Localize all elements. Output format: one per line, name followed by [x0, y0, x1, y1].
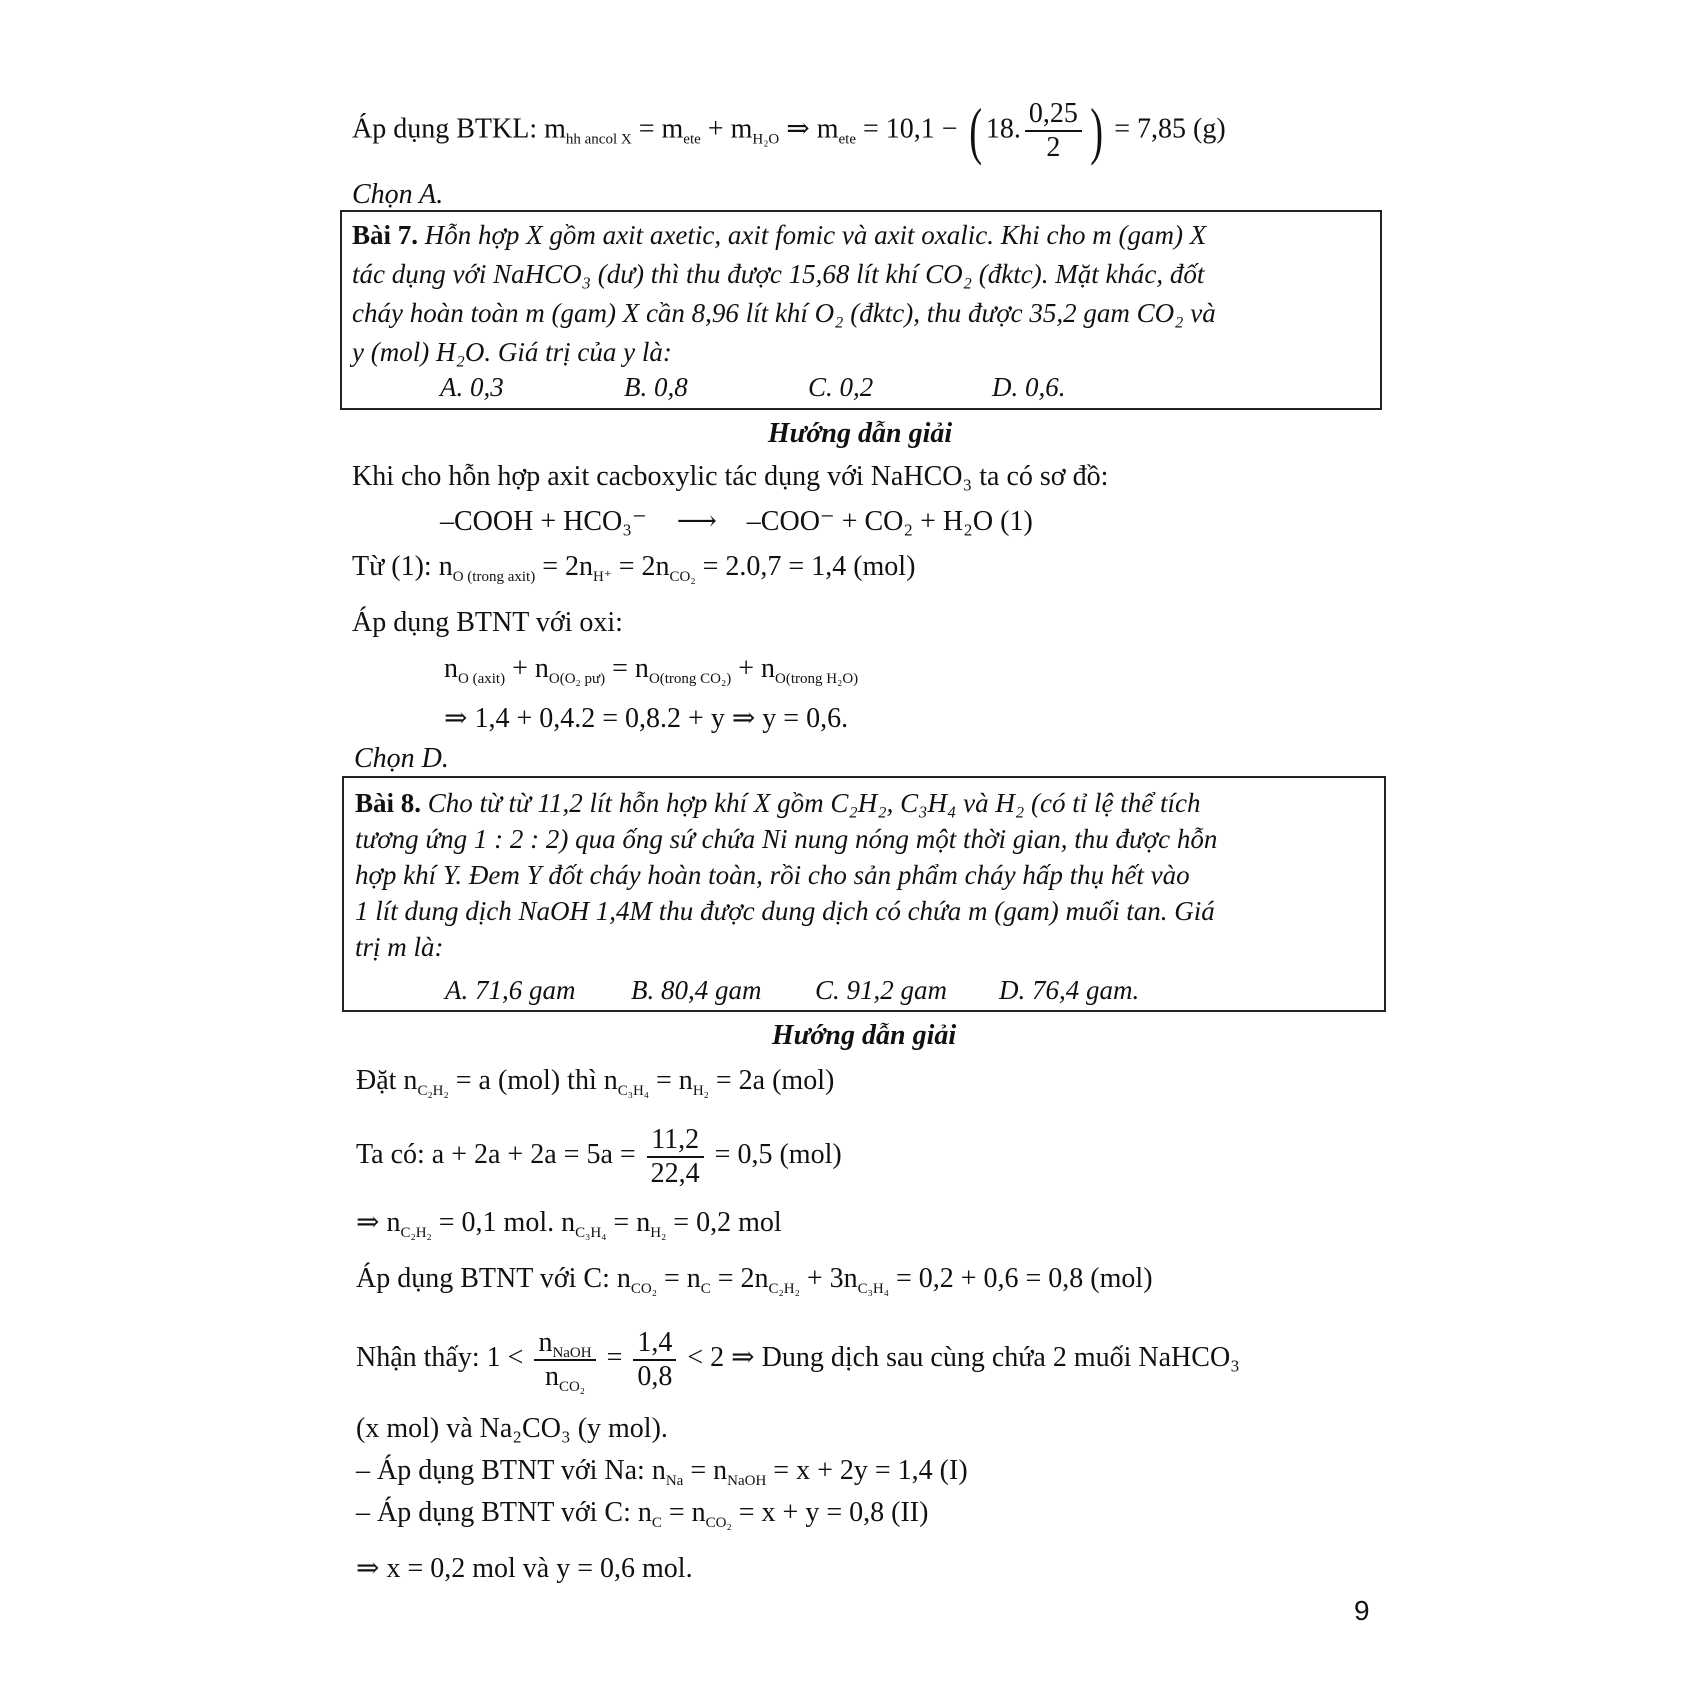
sol8-line-9: ⇒ x = 0,2 mol và y = 0,6 mol.	[356, 1553, 693, 1584]
s8-frac3-num: 1,4	[633, 1327, 676, 1361]
bai7-option-b: B. 0,8	[624, 372, 688, 402]
s7l5s1: O (axit)	[458, 671, 506, 687]
bai8-option-d: D. 76,4 gam.	[999, 975, 1140, 1005]
sol8-line-4	[356, 1262, 1153, 1296]
s8l3d: = 0,2 mol	[666, 1207, 782, 1238]
btkl-eq2: = 10,1 −	[856, 113, 965, 145]
s7l3s2: H⁺	[593, 569, 612, 585]
sol7-line-4: Áp dụng BTNT với oxi:	[352, 607, 623, 638]
btkl-arrow: ⇒ m	[779, 113, 839, 145]
bai7-option-c: C. 0,2	[808, 372, 874, 402]
sol7-line-3	[352, 550, 915, 584]
s8l5b: < 2 ⇒ Dung dịch sau cùng chứa 2 muối NaHCO₃	[680, 1342, 1240, 1373]
s8-frac2-num-sub: NaOH	[552, 1344, 592, 1361]
s8l7s1: Na	[665, 1473, 684, 1489]
s8-frac2-den: n	[544, 1360, 559, 1392]
s8l3s2: C₃H₄	[575, 1225, 607, 1241]
sol8-line-3	[356, 1206, 782, 1240]
bai7-option-a: A. 0,3	[440, 372, 504, 402]
s8l1s1: C₂H₂	[417, 1083, 449, 1099]
s8-fraction-1	[647, 1124, 704, 1190]
frac-num: 0,25	[1025, 98, 1082, 132]
s8l1b: = a (mol) thì n	[448, 1065, 618, 1096]
bai8-options	[445, 975, 1139, 1006]
btkl-eq1: = m	[631, 113, 684, 145]
s8l5eq: =	[599, 1342, 630, 1373]
bai7-label: Bài 7.	[352, 220, 419, 250]
btkl-lead: Áp dụng BTKL: m	[352, 113, 566, 145]
sol8-line-7	[356, 1454, 968, 1488]
s8-frac1-num: 11,2	[647, 1124, 704, 1158]
sub-hh-ancol: hh ancol X	[565, 131, 632, 148]
bai8-line-4: 1 lít dung dịch NaOH 1,4M thu được dung dịch có chứa m (gam) muối tan. Giá	[355, 896, 1215, 926]
sub-h2o: H₂O	[752, 131, 780, 148]
s8l5a: Nhận thấy: 1 <	[356, 1342, 531, 1373]
s8l3s3: H₂	[650, 1225, 667, 1241]
bai7-text-0: Hỗn hợp X gồm axit axetic, axit fomic và axit oxalic. Khi cho m (gam) X	[418, 220, 1207, 250]
left-paren: (	[968, 95, 982, 166]
s7l3c: = 2n	[611, 551, 670, 582]
sol7-reaction	[440, 505, 1033, 539]
s7l3d: = 2.0,7 = 1,4 (mol)	[695, 551, 916, 582]
s8l3b: = 0,1 mol. n	[431, 1207, 576, 1238]
s8l1c: = n	[649, 1065, 693, 1096]
s7l3s1: O (trong axit)	[452, 569, 536, 585]
sol8-line-5	[356, 1320, 1240, 1396]
s8l7s2: NaOH	[727, 1473, 767, 1489]
btkl-result: = 7,85 (g)	[1107, 113, 1226, 145]
s7l5b: + n	[505, 653, 549, 684]
sol8-line-1	[356, 1064, 834, 1098]
s7l3s3: CO₂	[669, 569, 696, 585]
bai7-line-1	[352, 218, 1206, 253]
s8l1a: Đặt n	[356, 1065, 418, 1096]
sol7-line-6: ⇒ 1,4 + 0,4.2 = 0,8.2 + y ⇒ y = 0,6.	[444, 703, 849, 734]
chon-d: Chọn D.	[354, 743, 449, 774]
s8l4a: Áp dụng BTNT với C: n	[356, 1263, 631, 1294]
sol8-line-6: (x mol) và Na₂CO₃ (y mol).	[356, 1413, 668, 1444]
sol8-line-8	[356, 1496, 928, 1530]
bai7-line-2: tác dụng với NaHCO₃ (dư) thì thu được 15,68 lít khí CO₂ (đktc). Mặt khác, đốt	[352, 259, 1205, 289]
bai7-line-3: cháy hoàn toàn m (gam) X cần 8,96 lít khí O₂ (đktc), thu được 35,2 gam CO₂ và	[352, 298, 1216, 328]
s8l8s1: C	[651, 1515, 662, 1531]
btkl-equation	[352, 95, 1226, 166]
s8l8b: = n	[661, 1497, 706, 1528]
s8l2b: = 0,5 (mol)	[707, 1139, 842, 1170]
right-paren: )	[1090, 95, 1103, 166]
s7l3a: Từ (1): n	[352, 551, 453, 582]
btkl-inner: 18.	[985, 113, 1021, 145]
s8l4b: = n	[656, 1263, 701, 1294]
sol7-line-5	[444, 652, 858, 686]
bai8-label: Bài 8.	[355, 788, 422, 818]
s8l1s2: C₃H₄	[617, 1083, 650, 1099]
reaction-left: –COOH + HCO₃⁻	[440, 506, 647, 537]
s8l2a: Ta có: a + 2a + 2a = 5a =	[356, 1139, 643, 1170]
sol7-line-1: Khi cho hỗn hợp axit cacboxylic tác dụng với NaHCO₃ ta có sơ đồ:	[352, 461, 1109, 492]
s8l3s1: C₂H₂	[400, 1225, 432, 1241]
s8-fraction-3	[633, 1327, 676, 1393]
s8-fraction-2	[534, 1327, 595, 1393]
s8-frac2-num: n	[538, 1326, 553, 1358]
sol8-line-2	[356, 1120, 842, 1190]
s8l4s3: C₂H₂	[768, 1281, 800, 1297]
sub-ete: ete	[683, 131, 701, 148]
s8l4s2: C	[700, 1281, 711, 1297]
s7l5s4: O(trong H₂O)	[775, 671, 859, 687]
sub-ete-2: ete	[838, 131, 856, 148]
s7l5a: n	[444, 653, 458, 684]
s8l1s3: H₂	[692, 1083, 709, 1099]
btkl-fraction	[1025, 98, 1082, 164]
frac-den: 2	[1046, 132, 1061, 163]
s8l7b: = n	[683, 1455, 728, 1486]
bai8-option-c: C. 91,2 gam	[815, 975, 948, 1005]
s8l3c: = n	[606, 1207, 651, 1238]
s8-frac3-den: 0,8	[637, 1360, 673, 1392]
s8l4s1: CO₂	[630, 1281, 657, 1297]
s8l8a: – Áp dụng BTNT với C: n	[356, 1497, 652, 1528]
s8l8c: = x + y = 0,8 (II)	[731, 1497, 929, 1528]
bai7-option-d: D. 0,6.	[992, 372, 1066, 402]
s8l3a: ⇒ n	[356, 1207, 401, 1238]
bai8-option-a: A. 71,6 gam	[445, 975, 576, 1005]
bai7-options	[440, 372, 1066, 403]
s8l7c: = x + 2y = 1,4 (I)	[766, 1455, 968, 1486]
s8-frac1-den: 22,4	[650, 1157, 700, 1189]
bai8-line-3: hợp khí Y. Đem Y đốt cháy hoàn toàn, rồi cho sản phẩm cháy hấp thụ hết vào	[355, 860, 1190, 890]
bai8-text-0: Cho từ từ 11,2 lít hỗn hợp khí X gồm C₂H₂, C₃H₄ và H₂ (có tỉ lệ thể tích	[421, 788, 1201, 818]
s7l5d: + n	[731, 653, 776, 684]
s8l4c: = 2n	[710, 1263, 769, 1294]
bai8-line-5: trị m là:	[355, 932, 444, 962]
huong-dan-giai-2: Hướng dẫn giải	[771, 1020, 957, 1051]
huong-dan-giai-1: Hướng dẫn giải	[767, 418, 953, 449]
bai7-line-4: y (mol) H₂O. Giá trị của y là:	[352, 337, 672, 367]
chon-a: Chọn A.	[352, 179, 444, 210]
s8-frac2-den-sub: CO₂	[558, 1378, 586, 1395]
btkl-plus: + m	[700, 113, 753, 145]
s8l7a: – Áp dụng BTNT với Na: n	[356, 1455, 666, 1486]
bai8-line-2: tương ứng 1 : 2 : 2) qua ống sứ chứa Ni nung nóng một thời gian, thu được hỗn	[355, 824, 1218, 854]
s8l4d: + 3n	[799, 1263, 858, 1294]
s8l8s2: CO₂	[705, 1515, 732, 1531]
s7l5s3: O(trong CO₂)	[648, 671, 732, 687]
page-number: 9	[1354, 1595, 1370, 1626]
s8l1d: = 2a (mol)	[708, 1065, 835, 1096]
s7l5s2: O(O₂ pư)	[548, 671, 606, 687]
s8l4e: = 0,2 + 0,6 = 0,8 (mol)	[888, 1263, 1153, 1294]
reaction-arrow: ⟶	[676, 506, 717, 537]
s7l3b: = 2n	[535, 551, 593, 582]
bai8-line-1	[355, 786, 1200, 821]
s8l4s4: C₃H₄	[857, 1281, 889, 1297]
bai8-option-b: B. 80,4 gam	[631, 975, 762, 1005]
s7l5c: = n	[605, 653, 649, 684]
reaction-right: –COO⁻ + CO₂ + H₂O (1)	[746, 506, 1033, 537]
